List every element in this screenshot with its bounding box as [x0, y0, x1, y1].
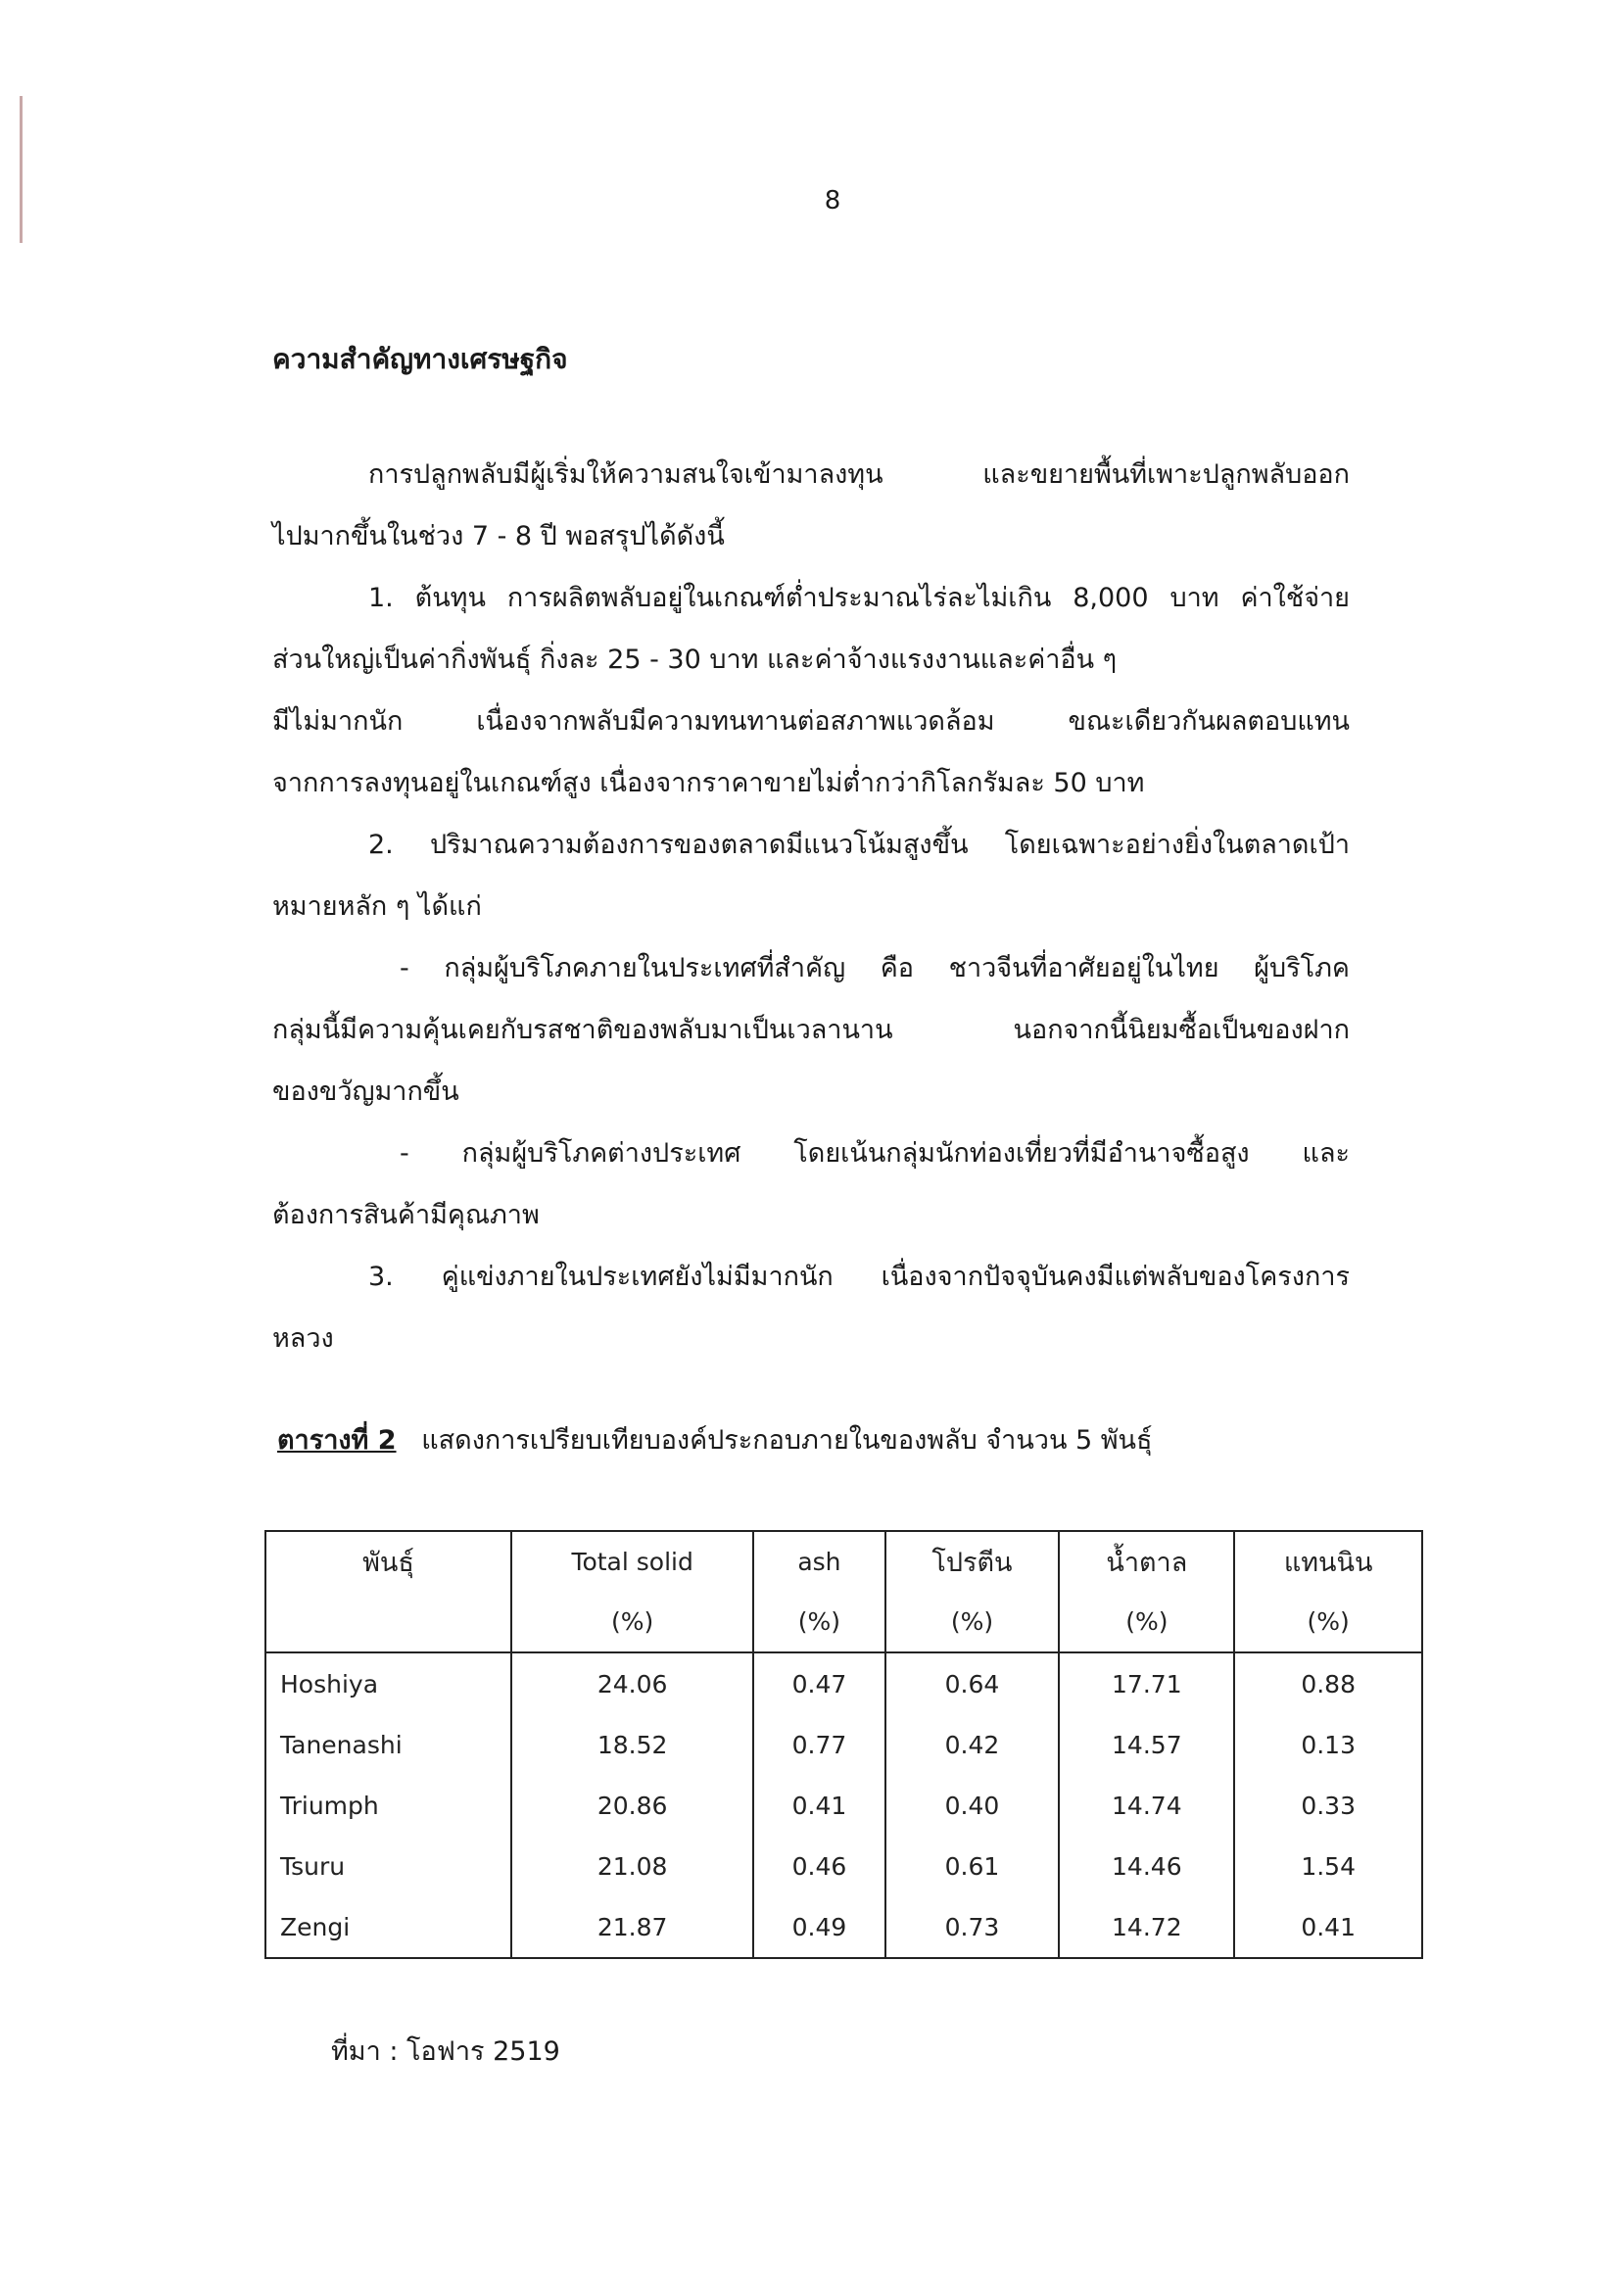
header-protein: โปรตีน — [885, 1531, 1060, 1591]
unit-cell — [265, 1591, 511, 1652]
unit-cell: (%) — [1059, 1591, 1234, 1652]
header-total-solid: Total solid — [511, 1531, 753, 1591]
paragraph-line: 2. ปริมาณความต้องการของตลาดมีแนวโน้มสูงขึ้น โดยเฉพาะอย่างยิ่งในตลาดเป้า — [368, 830, 1350, 860]
cultivar-cell: Zengi — [265, 1896, 511, 1958]
scan-margin-mark — [20, 96, 23, 243]
cultivar-cell: Tsuru — [265, 1836, 511, 1896]
table-row — [265, 1896, 1422, 1958]
paragraph-line: 3. คู่แข่งภายในประเทศยังไม่มีมากนัก เนื่องจากปัจจุบันคงมีแต่พลับของโครงการ — [368, 1262, 1350, 1292]
table-units-row — [265, 1591, 1422, 1652]
header-ash: ash — [753, 1531, 884, 1591]
paragraph-line: กลุ่มนี้มีความคุ้นเคยกับรสชาติของพลับมาเป็นเวลานาน นอกจากนี้นิยมซื้อเป็นของฝาก — [272, 1015, 1350, 1045]
table-caption-text: แสดงการเปรียบเทียบองค์ประกอบภายในของพลับ จำนวน 5 พันธุ์ — [421, 1425, 1153, 1456]
table-row — [265, 1836, 1422, 1896]
table-row — [265, 1714, 1422, 1775]
value-cell: 14.72 — [1059, 1896, 1234, 1958]
table-caption-label: ตารางที่ 2 — [277, 1425, 397, 1456]
paragraph-line: จากการลงทุนอยู่ในเกณฑ์สูง เนื่องจากราคาขายไม่ต่ำกว่ากิโลกรัมละ 50 บาท — [272, 768, 1145, 798]
value-cell: 1.54 — [1234, 1836, 1422, 1896]
paragraph-line: มีไม่มากนัก เนื่องจากพลับมีความทนทานต่อสภาพแวดล้อม ขณะเดียวกันผลตอบแทน — [272, 706, 1350, 737]
table-row — [265, 1775, 1422, 1836]
value-cell: 0.88 — [1234, 1652, 1422, 1714]
value-cell: 0.33 — [1234, 1775, 1422, 1836]
page-number: 8 — [824, 186, 841, 215]
value-cell: 0.46 — [753, 1836, 884, 1896]
unit-cell: (%) — [1234, 1591, 1422, 1652]
body-text — [272, 444, 1350, 1369]
value-cell: 0.41 — [1234, 1896, 1422, 1958]
value-cell: 0.41 — [753, 1775, 884, 1836]
cultivar-cell: Tanenashi — [265, 1714, 511, 1775]
paragraph-line: ของขวัญมากขึ้น — [272, 1076, 459, 1107]
paragraph-line: หมายหลัก ๆ ได้แก่ — [272, 891, 482, 922]
value-cell: 20.86 — [511, 1775, 753, 1836]
paragraph-line: - กลุ่มผู้บริโภคภายในประเทศที่สำคัญ คือ ชาวจีนที่อาศัยอยู่ในไทย ผู้บริโภค — [400, 953, 1350, 983]
header-tannin: แทนนิน — [1234, 1531, 1422, 1591]
composition-table — [264, 1530, 1423, 1959]
table-row — [265, 1652, 1422, 1714]
paragraph-line: 1. ต้นทุน การผลิตพลับอยู่ในเกณฑ์ต่ำประมาณไร่ละไม่เกิน 8,000 บาท ค่าใช้จ่าย — [368, 583, 1350, 613]
value-cell: 14.46 — [1059, 1836, 1234, 1896]
value-cell: 14.57 — [1059, 1714, 1234, 1775]
table-caption — [277, 1418, 1153, 1460]
value-cell: 18.52 — [511, 1714, 753, 1775]
value-cell: 0.61 — [885, 1836, 1060, 1896]
header-sugar: น้ำตาล — [1059, 1531, 1234, 1591]
value-cell: 0.40 — [885, 1775, 1060, 1836]
value-cell: 24.06 — [511, 1652, 753, 1714]
header-cultivar: พันธุ์ — [265, 1531, 511, 1591]
paragraph-line: ต้องการสินค้ามีคุณภาพ — [272, 1200, 540, 1230]
paragraph-line: - กลุ่มผู้บริโภคต่างประเทศ โดยเน้นกลุ่มนักท่องเที่ยวที่มีอำนาจซื้อสูง และ — [400, 1138, 1350, 1169]
value-cell: 17.71 — [1059, 1652, 1234, 1714]
value-cell: 21.87 — [511, 1896, 753, 1958]
value-cell: 0.64 — [885, 1652, 1060, 1714]
paragraph-line: ส่วนใหญ่เป็นค่ากิ่งพันธุ์ กิ่งละ 25 - 30 บาท และค่าจ้างแรงงานและค่าอื่น ๆ — [272, 645, 1118, 675]
value-cell: 0.13 — [1234, 1714, 1422, 1775]
value-cell: 0.73 — [885, 1896, 1060, 1958]
value-cell: 21.08 — [511, 1836, 753, 1896]
paragraph-line: การปลูกพลับมีผู้เริ่มให้ความสนใจเข้ามาลงทุน และขยายพื้นที่เพาะปลูกพลับออก — [368, 459, 1350, 490]
paragraph-line: ไปมากขึ้นในช่วง 7 - 8 ปี พอสรุปได้ดังนี้ — [272, 521, 725, 551]
value-cell: 14.74 — [1059, 1775, 1234, 1836]
value-cell: 0.77 — [753, 1714, 884, 1775]
paragraph-line: หลวง — [272, 1323, 334, 1354]
cultivar-cell: Hoshiya — [265, 1652, 511, 1714]
unit-cell: (%) — [511, 1591, 753, 1652]
unit-cell: (%) — [753, 1591, 884, 1652]
value-cell: 0.42 — [885, 1714, 1060, 1775]
unit-cell: (%) — [885, 1591, 1060, 1652]
section-heading: ความสำคัญทางเศรษฐกิจ — [272, 343, 568, 375]
cultivar-cell: Triumph — [265, 1775, 511, 1836]
table-header-row — [265, 1531, 1422, 1591]
value-cell: 0.49 — [753, 1896, 884, 1958]
value-cell: 0.47 — [753, 1652, 884, 1714]
table-source: ที่มา : โอฟาร 2519 — [331, 2036, 560, 2067]
